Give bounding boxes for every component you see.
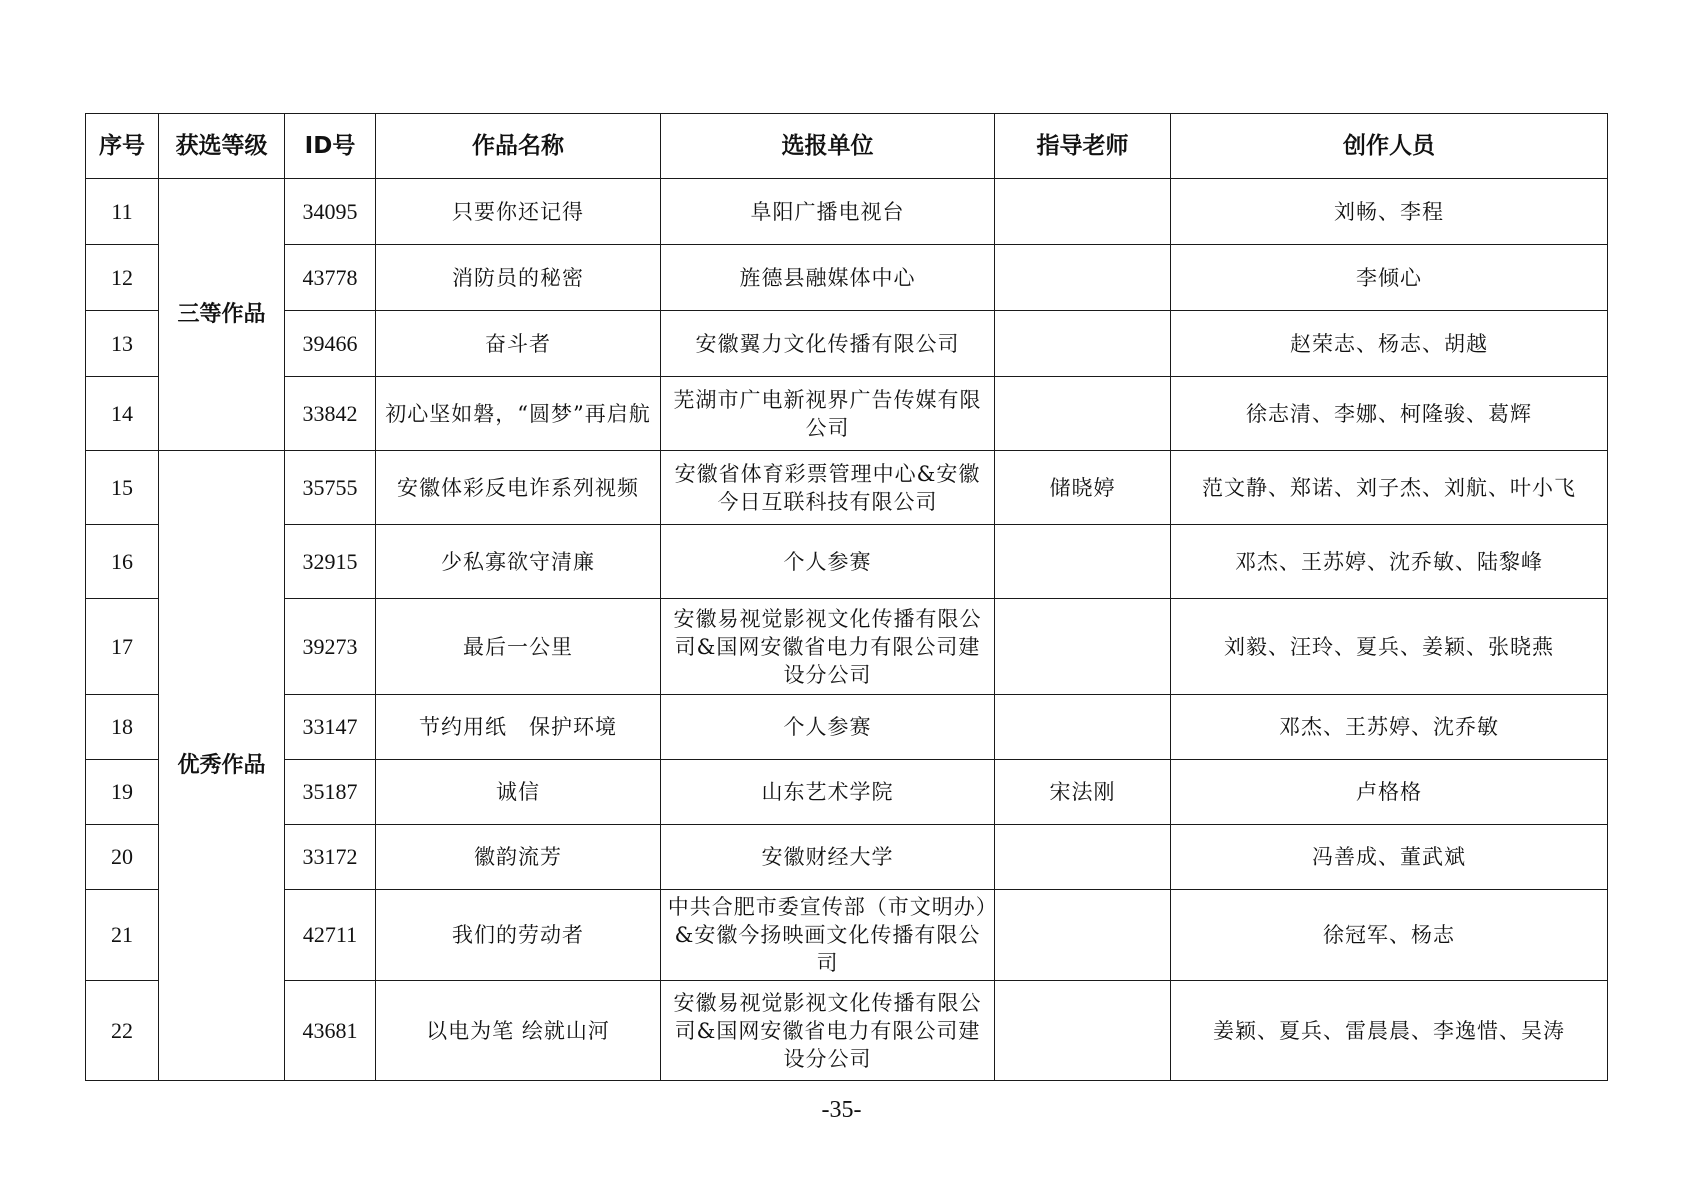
row-title: 初心坚如磐，“圆梦”再启航 bbox=[376, 377, 661, 451]
row-mentor bbox=[995, 245, 1171, 311]
row-creators: 徐志清、李娜、柯隆骏、葛辉 bbox=[1171, 377, 1608, 451]
row-seq: 13 bbox=[86, 311, 159, 377]
header-seq: 序号 bbox=[86, 114, 159, 179]
row-seq: 11 bbox=[86, 179, 159, 245]
row-seq: 12 bbox=[86, 245, 159, 311]
row-id: 35755 bbox=[285, 451, 376, 525]
row-id: 43681 bbox=[285, 981, 376, 1081]
row-title: 少私寡欲守清廉 bbox=[376, 525, 661, 599]
row-id: 39466 bbox=[285, 311, 376, 377]
row-title: 安徽体彩反电诈系列视频 bbox=[376, 451, 661, 525]
row-mentor bbox=[995, 377, 1171, 451]
row-unit: 芜湖市广电新视界广告传媒有限公司 bbox=[661, 377, 995, 451]
page-number: -35- bbox=[821, 1097, 862, 1123]
row-seq: 17 bbox=[86, 599, 159, 695]
row-mentor bbox=[995, 311, 1171, 377]
row-unit: 中共合肥市委宣传部（市文明办）&安徽今扬映画文化传播有限公司 bbox=[661, 890, 995, 981]
row-mentor bbox=[995, 179, 1171, 245]
row-mentor bbox=[995, 981, 1171, 1081]
row-id: 35187 bbox=[285, 760, 376, 825]
row-title: 诚信 bbox=[376, 760, 661, 825]
row-unit: 安徽省体育彩票管理中心&安徽今日互联科技有限公司 bbox=[661, 451, 995, 525]
table-row bbox=[86, 451, 1608, 525]
row-id: 33842 bbox=[285, 377, 376, 451]
row-title: 我们的劳动者 bbox=[376, 890, 661, 981]
row-title: 节约用纸 保护环境 bbox=[376, 695, 661, 760]
row-seq: 18 bbox=[86, 695, 159, 760]
row-creators: 刘毅、汪玲、夏兵、姜颖、张晓燕 bbox=[1171, 599, 1608, 695]
header-id: ID号 bbox=[285, 114, 376, 179]
row-creators: 卢格格 bbox=[1171, 760, 1608, 825]
row-unit: 旌德县融媒体中心 bbox=[661, 245, 995, 311]
row-title: 奋斗者 bbox=[376, 311, 661, 377]
row-creators: 邓杰、王苏婷、沈乔敏、陆黎峰 bbox=[1171, 525, 1608, 599]
row-unit: 安徽财经大学 bbox=[661, 825, 995, 890]
header-row bbox=[86, 114, 1608, 179]
table-row bbox=[86, 890, 1608, 981]
row-seq: 21 bbox=[86, 890, 159, 981]
row-id: 43778 bbox=[285, 245, 376, 311]
row-seq: 16 bbox=[86, 525, 159, 599]
row-unit: 安徽翼力文化传播有限公司 bbox=[661, 311, 995, 377]
row-unit: 安徽易视觉影视文化传播有限公司&国网安徽省电力有限公司建设分公司 bbox=[661, 981, 995, 1081]
table-row bbox=[86, 245, 1608, 311]
row-creators: 徐冠军、杨志 bbox=[1171, 890, 1608, 981]
row-creators: 李倾心 bbox=[1171, 245, 1608, 311]
table-row bbox=[86, 179, 1608, 245]
row-title: 只要你还记得 bbox=[376, 179, 661, 245]
row-title: 消防员的秘密 bbox=[376, 245, 661, 311]
row-id: 34095 bbox=[285, 179, 376, 245]
table-row bbox=[86, 377, 1608, 451]
header-creators: 创作人员 bbox=[1171, 114, 1608, 179]
table-row bbox=[86, 981, 1608, 1081]
row-creators: 赵荣志、杨志、胡越 bbox=[1171, 311, 1608, 377]
awards-table bbox=[85, 113, 1608, 1081]
row-seq: 19 bbox=[86, 760, 159, 825]
row-mentor: 储晓婷 bbox=[995, 451, 1171, 525]
row-seq: 15 bbox=[86, 451, 159, 525]
row-creators: 刘畅、李程 bbox=[1171, 179, 1608, 245]
row-unit: 个人参赛 bbox=[661, 525, 995, 599]
row-mentor bbox=[995, 695, 1171, 760]
row-unit: 个人参赛 bbox=[661, 695, 995, 760]
row-mentor bbox=[995, 599, 1171, 695]
header-title: 作品名称 bbox=[376, 114, 661, 179]
row-seq: 22 bbox=[86, 981, 159, 1081]
row-creators: 范文静、郑诺、刘子杰、刘航、叶小飞 bbox=[1171, 451, 1608, 525]
row-title: 以电为笔 绘就山河 bbox=[376, 981, 661, 1081]
grade-excellent: 优秀作品 bbox=[159, 451, 285, 1081]
row-mentor bbox=[995, 825, 1171, 890]
row-id: 42711 bbox=[285, 890, 376, 981]
row-title: 徽韵流芳 bbox=[376, 825, 661, 890]
row-id: 32915 bbox=[285, 525, 376, 599]
row-unit: 阜阳广播电视台 bbox=[661, 179, 995, 245]
table-row bbox=[86, 311, 1608, 377]
header-mentor: 指导老师 bbox=[995, 114, 1171, 179]
row-unit: 安徽易视觉影视文化传播有限公司&国网安徽省电力有限公司建设分公司 bbox=[661, 599, 995, 695]
row-mentor bbox=[995, 890, 1171, 981]
row-creators: 冯善成、董武斌 bbox=[1171, 825, 1608, 890]
grade-third: 三等作品 bbox=[159, 179, 285, 451]
header-grade: 获选等级 bbox=[159, 114, 285, 179]
row-creators: 姜颖、夏兵、雷晨晨、李逸惜、吴涛 bbox=[1171, 981, 1608, 1081]
row-id: 39273 bbox=[285, 599, 376, 695]
row-title: 最后一公里 bbox=[376, 599, 661, 695]
table-row bbox=[86, 599, 1608, 695]
header-unit: 选报单位 bbox=[661, 114, 995, 179]
row-creators: 邓杰、王苏婷、沈乔敏 bbox=[1171, 695, 1608, 760]
table-row bbox=[86, 695, 1608, 760]
row-id: 33147 bbox=[285, 695, 376, 760]
row-mentor bbox=[995, 525, 1171, 599]
row-seq: 20 bbox=[86, 825, 159, 890]
table-row bbox=[86, 825, 1608, 890]
row-seq: 14 bbox=[86, 377, 159, 451]
row-unit: 山东艺术学院 bbox=[661, 760, 995, 825]
row-mentor: 宋法刚 bbox=[995, 760, 1171, 825]
table-row bbox=[86, 760, 1608, 825]
table-row bbox=[86, 525, 1608, 599]
row-id: 33172 bbox=[285, 825, 376, 890]
